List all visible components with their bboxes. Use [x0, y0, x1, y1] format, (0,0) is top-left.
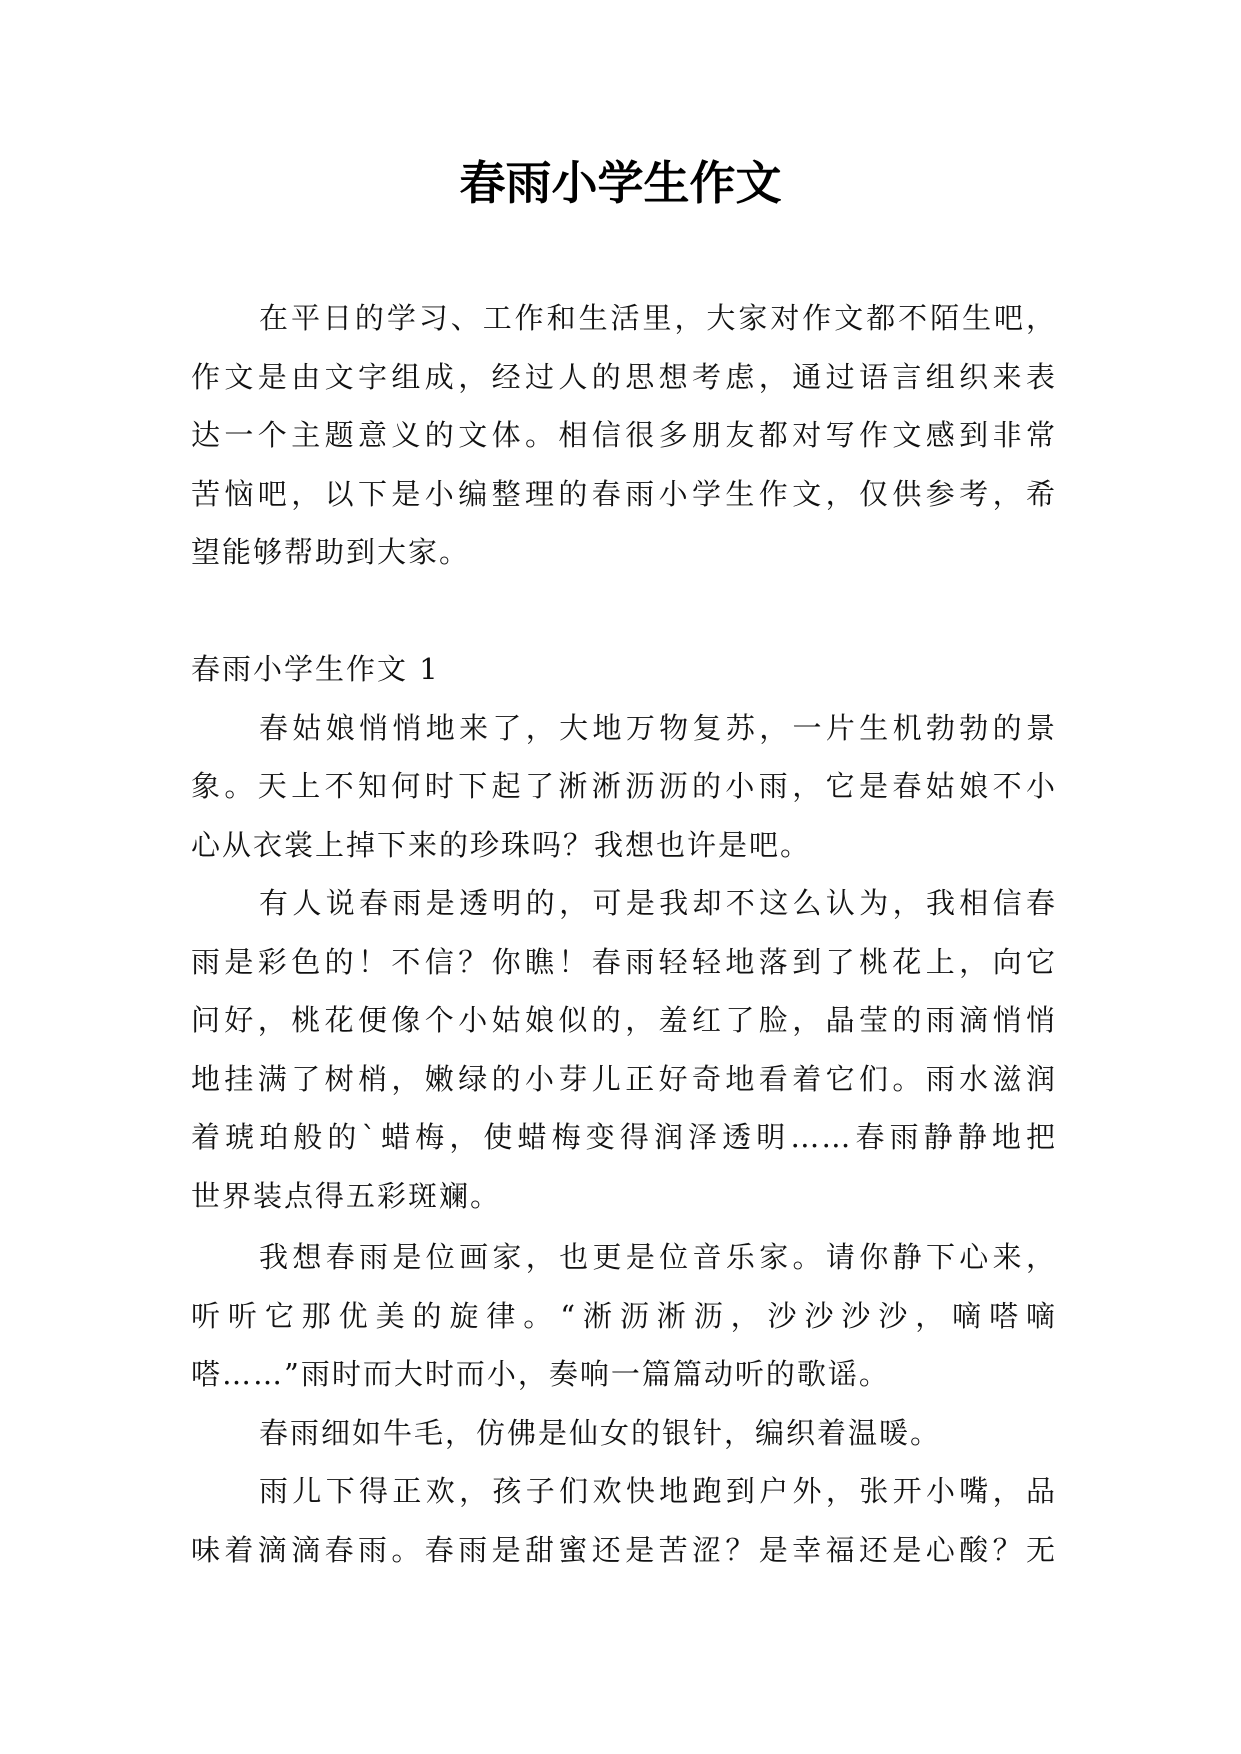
paragraph-line: 着琥珀般的`蜡梅，使蜡梅变得润泽透明……春雨静静地把 — [191, 1120, 1057, 1154]
paragraph-line: 春姑娘悄悄地来了，大地万物复苏，一片生机勃勃的景 — [259, 710, 1057, 745]
paragraph-line: 地挂满了树梢，嫩绿的小芽儿正好奇地看着它们。雨水滋润 — [191, 1061, 1057, 1096]
paragraph-line: 雨儿下得正欢，孩子们欢快地跑到户外，张开小嘴，品 — [259, 1474, 1057, 1508]
paragraph-line: 有人说春雨是透明的，可是我却不这么认为，我相信春 — [259, 886, 1057, 920]
paragraph-line: 嗒……”雨时而大时而小，奏响一篇篇动听的歌谣。 — [191, 1357, 890, 1391]
paragraph-line: 问好，桃花便像个小姑娘似的，羞红了脸，晶莹的雨滴悄悄 — [191, 1003, 1057, 1037]
paragraph — [191, 1228, 1057, 1404]
paragraph-line: 世界装点得五彩斑斓。 — [191, 1178, 502, 1213]
paragraph-line: 在平日的学习、工作和生活里，大家对作文都不陌生吧， — [259, 301, 1057, 335]
document-title: 春雨小学生作文 — [459, 156, 782, 210]
paragraph-line: 味着滴滴春雨。春雨是甜蜜还是苦涩？是幸福还是心酸？无 — [191, 1532, 1057, 1567]
intro-paragraph — [191, 289, 1057, 582]
blank-line — [191, 582, 1057, 641]
paragraph-line: 作文是由文字组成，经过人的思想考虑，通过语言组织来表 — [191, 359, 1057, 394]
paragraph-line: 春雨细如牛毛，仿佛是仙女的银针，编织着温暖。 — [259, 1415, 942, 1450]
paragraph-line: 心从衣裳上掉下来的珍珠吗？我想也许是吧。 — [191, 827, 812, 862]
paragraph-line: 象。天上不知何时下起了淅淅沥沥的小雨，它是春姑娘不小 — [191, 769, 1057, 803]
paragraph — [191, 1404, 1057, 1463]
paragraph-line: 苦恼吧，以下是小编整理的春雨小学生作文，仅供参考，希 — [191, 476, 1057, 511]
paragraph-line: 听听它那优美的旋律。“淅沥淅沥，沙沙沙沙，嘀嗒嘀 — [191, 1298, 1057, 1333]
document-body — [191, 289, 1057, 1579]
paragraph-line: 望能够帮助到大家。 — [191, 535, 471, 569]
paragraph-line: 达一个主题意义的文体。相信很多朋友都对写作文感到非常 — [191, 418, 1057, 452]
paragraph — [191, 699, 1057, 875]
paragraph-line: 雨是彩色的！不信？你瞧！春雨轻轻地落到了桃花上，向它 — [191, 944, 1057, 979]
paragraph — [191, 1462, 1057, 1579]
paragraph-line: 我想春雨是位画家，也更是位音乐家。请你静下心来， — [259, 1240, 1057, 1274]
paragraph — [191, 874, 1057, 1225]
section-heading: 春雨小学生作文 1 — [191, 652, 440, 686]
